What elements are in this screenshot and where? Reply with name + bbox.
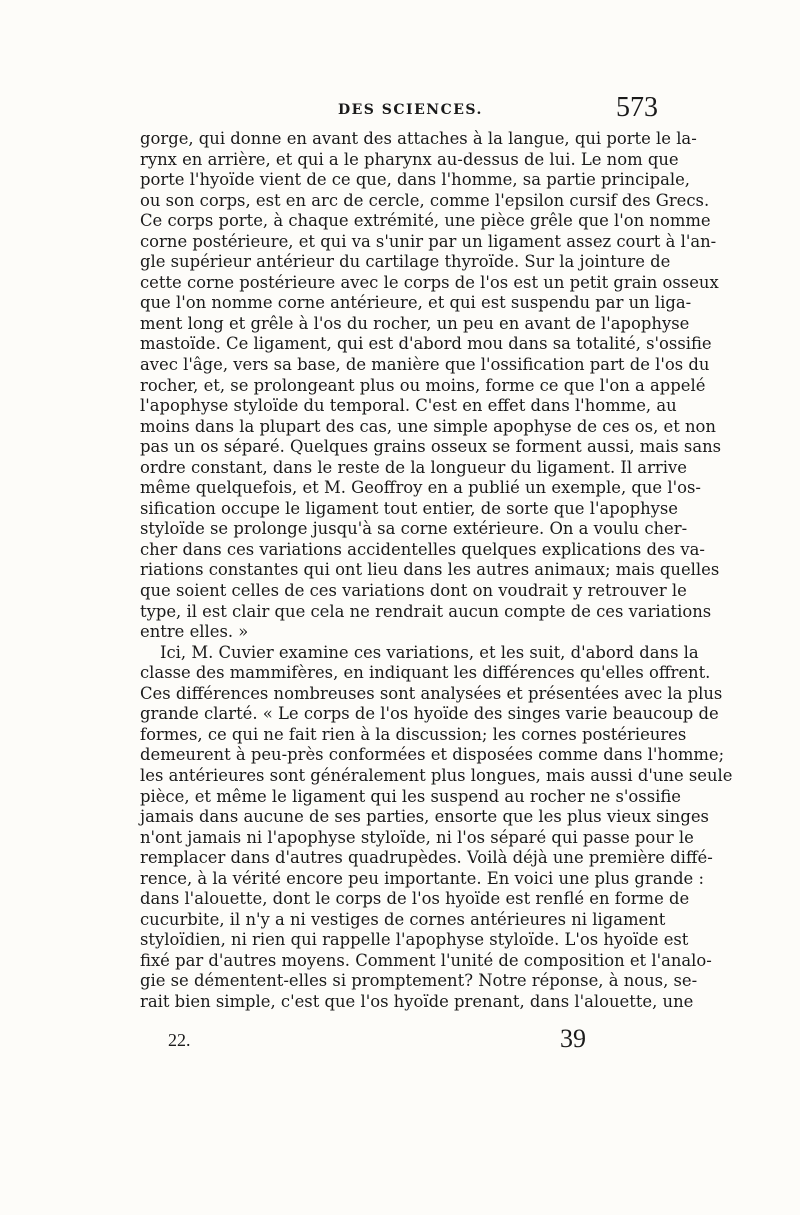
text-line: ou son corps, est en arc de cercle, comme l'epsilon cursif des Grecs. [140,190,710,210]
text-line: que l'on nomme corne antérieure, et qui est suspendu par un liga- [140,293,692,313]
text-line: formes, ce qui ne fait rien à la discussion; les cornes postérieures [140,724,687,744]
body-text [140,129,733,1013]
paragraph-2 [140,642,733,1013]
text-line: n'ont jamais ni l'apophyse styloïde, ni l'os séparé qui passe pour le [140,827,694,847]
text-line: cher dans ces variations accidentelles quelques explications des va- [140,539,705,559]
page-header [140,92,660,132]
text-line: type, il est clair que cela ne rendrait aucun compte de ces variations [140,601,712,621]
page-number: 573 [616,92,658,123]
text-line: demeurent à peu-près conformées et disposées comme dans l'homme; [140,745,725,765]
signature-mark: 22. [168,1030,191,1050]
page-footer [140,1024,660,1064]
text-line: remplacer dans d'autres quadrupèdes. Voilà déjà une première diffé- [140,848,713,868]
text-line: pièce, et même le ligament qui les suspend au rocher ne s'ossifie [140,786,681,806]
text-line: grande clarté. « Le corps de l'os hyoïde des singes varie beaucoup de [140,704,719,724]
text-line: rence, à la vérité encore peu importante. En voici une plus grande : [140,868,704,888]
sheet-number: 39 [560,1024,586,1053]
text-line: jamais dans aucune de ses parties, ensorte que les plus vieux singes [140,807,709,827]
text-line: sification occupe le ligament tout entier, de sorte que l'apophyse [140,498,679,518]
text-line: fixé par d'autres moyens. Comment l'unité de composition et l'analo- [140,950,712,970]
text-line: même quelquefois, et M. Geoffroy en a publié un exemple, que l'os- [140,478,701,498]
text-line: Ici, M. Cuvier examine ces variations, et les suit, d'abord dans la [160,642,699,662]
text-line: l'apophyse styloïde du temporal. C'est en effet dans l'homme, au [140,396,677,416]
text-line: moins dans la plupart des cas, une simple apophyse de ces os, et non [140,416,716,436]
text-line: rocher, et, se prolongeant plus ou moins, forme ce que l'on a appelé [140,375,706,395]
text-line: styloïdien, ni rien qui rappelle l'apophyse styloïde. L'os hyoïde est [140,930,689,950]
text-line: porte l'hyoïde vient de ce que, dans l'homme, sa partie principale, [140,170,690,190]
text-line: avec l'âge, vers sa base, de manière que l'ossification part de l'os du [140,355,710,375]
text-line: ment long et grêle à l'os du rocher, un peu en avant de l'apophyse [140,313,690,333]
text-line: gie se démentent-elles si promptement? Notre réponse, à nous, se- [140,971,698,991]
text-line: que soient celles de ces variations dont on voudrait y retrouver le [140,581,687,601]
text-line: classe des mammifères, en indiquant les différences qu'elles offrent. [140,663,711,683]
text-line: cette corne postérieure avec le corps de l'os est un petit grain osseux [140,272,719,292]
text-line: gle supérieur antérieur du cartilage thyroïde. Sur la jointure de [140,252,671,272]
text-line: styloïde se prolonge jusqu'à sa corne extérieure. On a voulu cher- [140,519,688,539]
text-line: les antérieures sont généralement plus longues, mais aussi d'une seule [140,765,733,785]
paragraph-1 [140,129,722,643]
text-line: ordre constant, dans le reste de la longueur du ligament. Il arrive [140,457,687,477]
text-line: Ces différences nombreuses sont analysées et présentées avec la plus [140,683,723,703]
text-line: riations constantes qui ont lieu dans les autres animaux; mais quelles [140,560,720,580]
running-title: DES SCIENCES. [338,102,483,118]
text-line: mastoïde. Ce ligament, qui est d'abord mou dans sa totalité, s'ossifie [140,334,712,354]
text-line: cucurbite, il n'y a ni vestiges de cornes antérieures ni ligament [140,909,666,929]
text-line: rait bien simple, c'est que l'os hyoïde prenant, dans l'alouette, une [140,991,694,1011]
text-line: entre elles. » [140,622,249,642]
text-line: corne postérieure, et qui va s'unir par un ligament assez court à l'an- [140,231,717,251]
text-line: Ce corps porte, à chaque extrémité, une pièce grêle que l'on nomme [140,211,711,231]
text-line: dans l'alouette, dont le corps de l'os hyoïde est renflé en forme de [140,889,690,909]
text-line: pas un os séparé. Quelques grains osseux se forment aussi, mais sans [140,437,722,457]
text-line: rynx en arrière, et qui a le pharynx au-dessus de lui. Le nom que [140,149,679,169]
text-line: gorge, qui donne en avant des attaches à la langue, qui porte le la- [140,129,697,148]
